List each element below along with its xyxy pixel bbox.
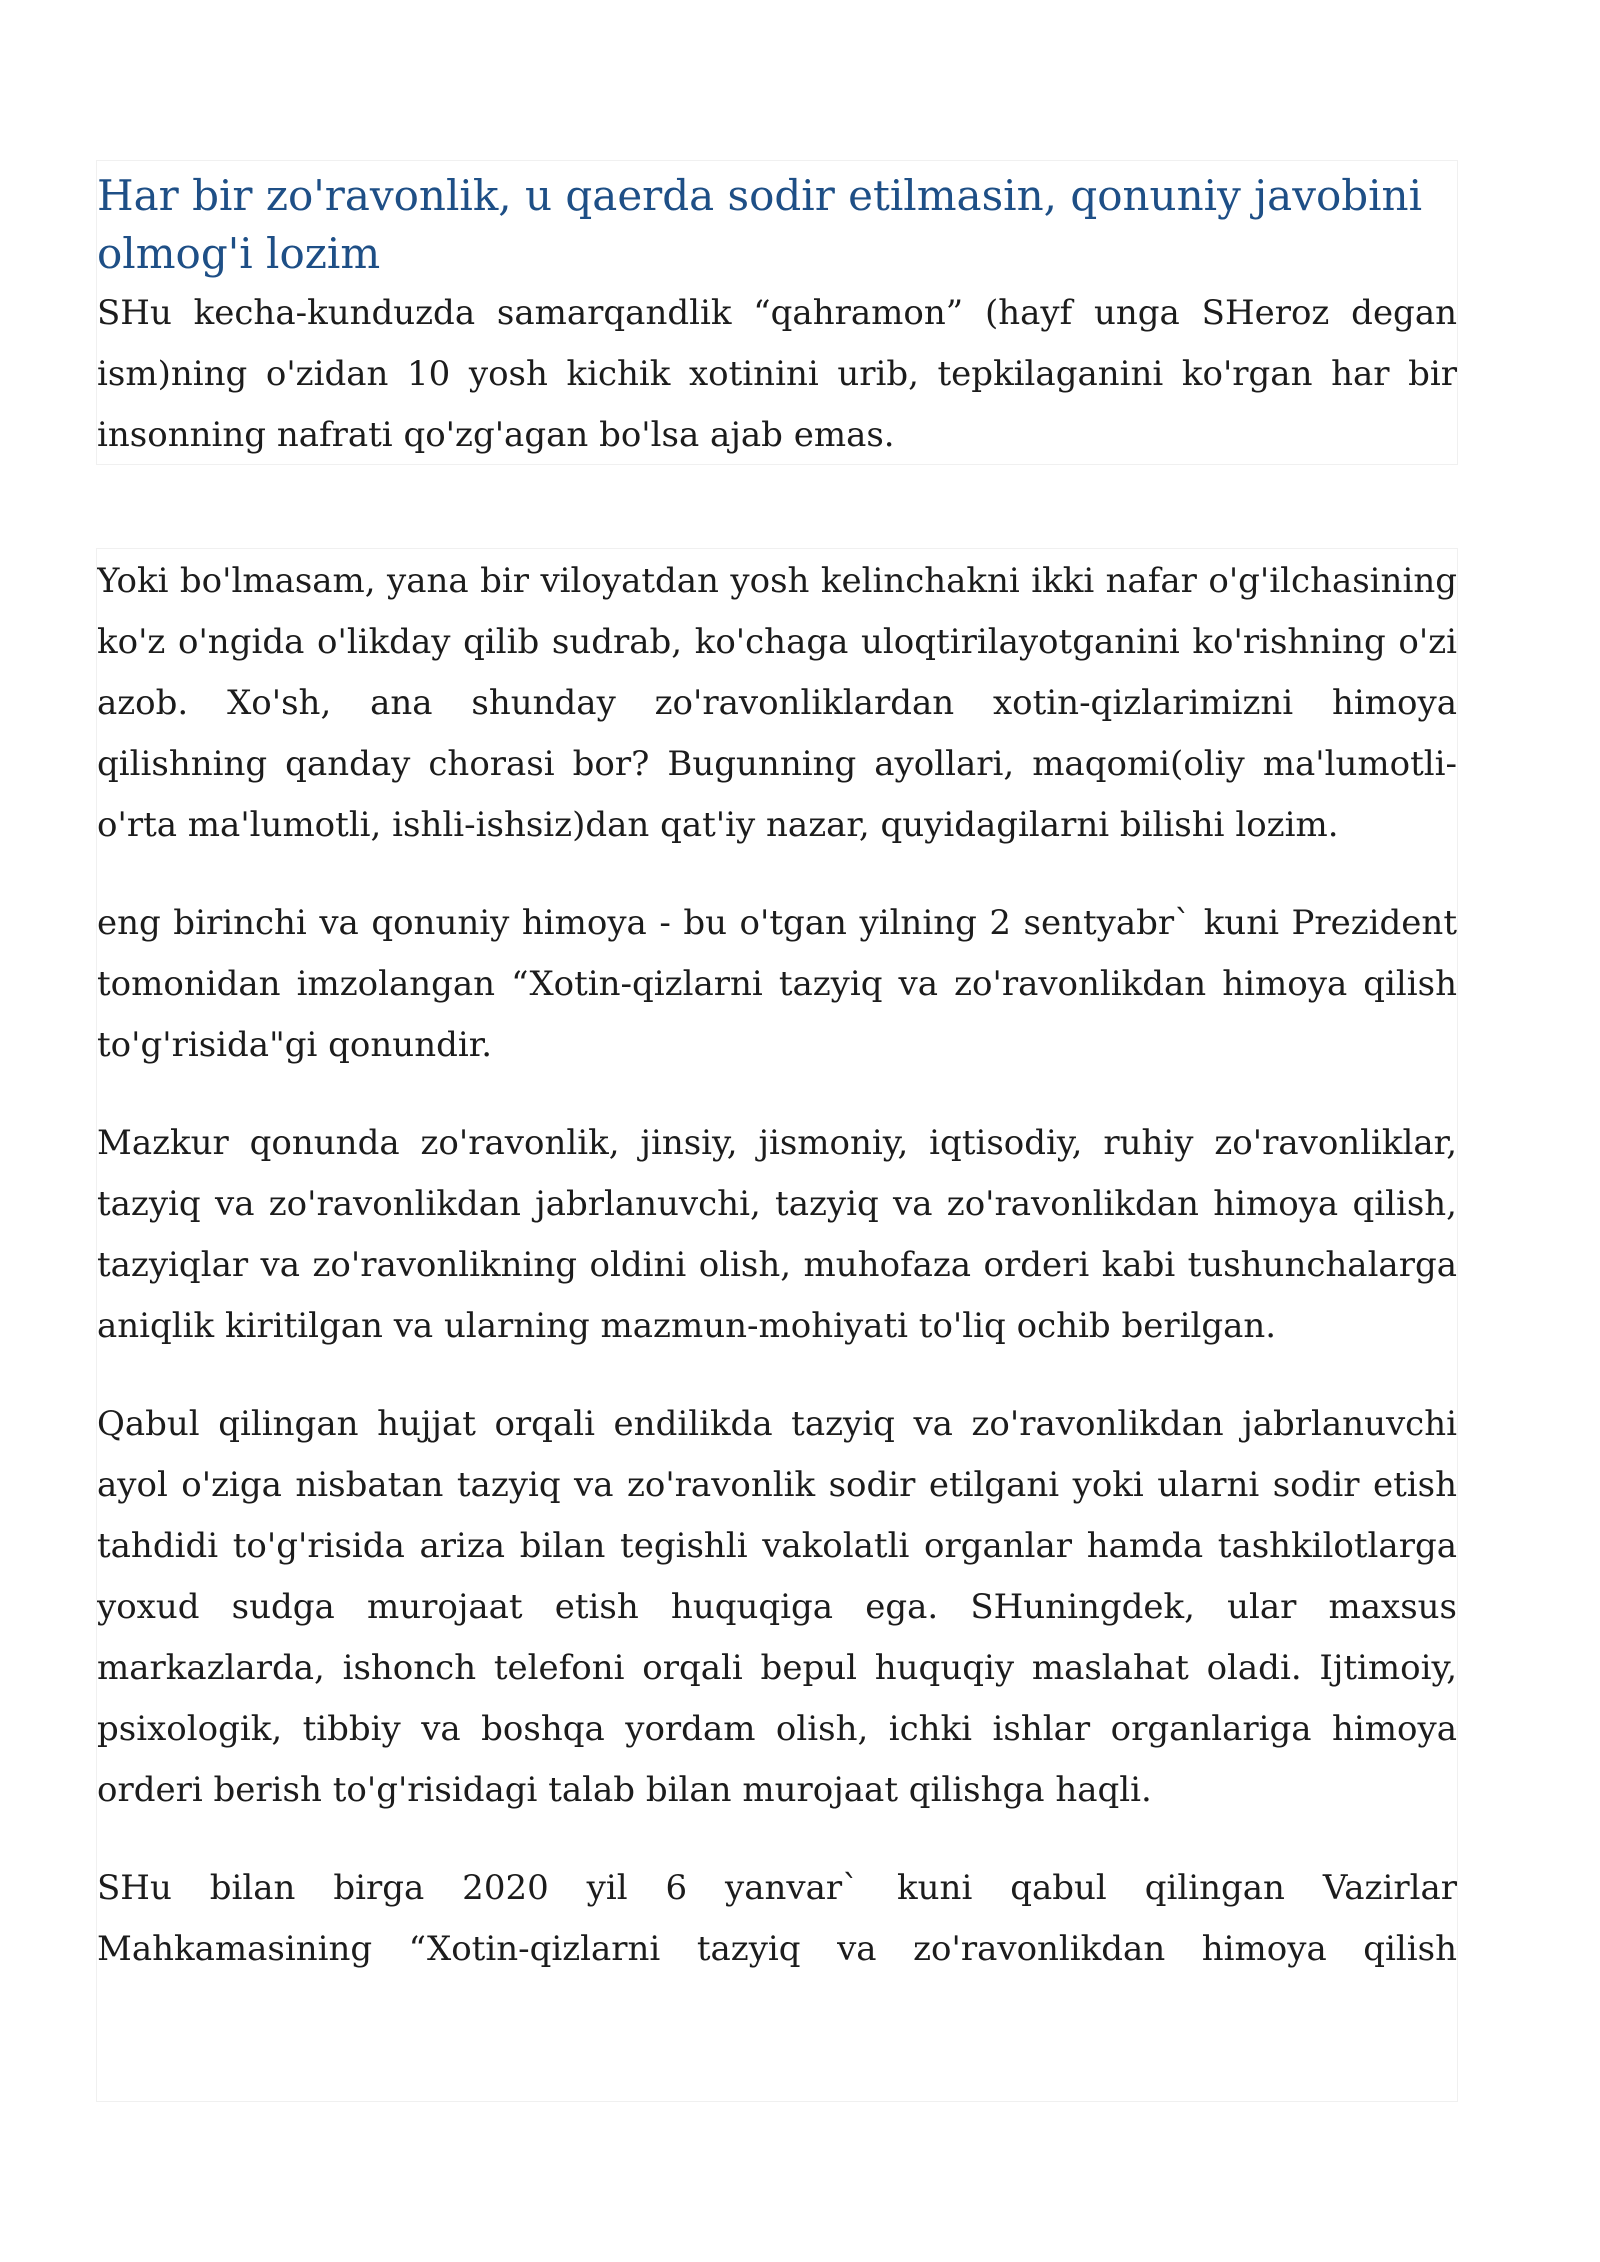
body-paragraph: Yoki bo'lmasam, yana bir viloyatdan yosh kelinchakni ikki nafar o'g'ilchasining ko'z o'ngida o'likday qilib sudrab, ko'chaga uloqtirilayotganini ko'rishning o'zi azob. Xo'sh, ana shunday zo'ravonliklardan xotin-qizlarimizni himoya qilishning qanday chorasi bor? Bugunning ayollari, maqomi(oliy ma'lumotli-o'rta ma'lumotli, ishli-ishsiz)dan qat'iy nazar, quyidagilarni bilishi lozim.: [97, 561, 1457, 845]
body-paragraph: eng birinchi va qonuniy himoya - bu o'tgan yilning 2 sentyabr` kuni Prezident tomonidan imzolangan “Xotin-qizlarni tazyiq va zo'ravonlikdan himoya qilish to'g'risida"gi qonundir.: [97, 903, 1457, 1065]
body-paragraph: Qabul qilingan hujjat orqali endilikda tazyiq va zo'ravonlikdan jabrlanuvchi ayol o'ziga nisbatan tazyiq va zo'ravonlik sodir etilgani yoki ularni sodir etish tahdidi to'g'risida ariza bilan tegishli vakolatli organlar hamda tashkilotlarga yoxud sudga murojaat etish huquqiga ega. SHuningdek, ular maxsus markazlarda, ishonch telefoni orqali bepul huquqiy maslahat oladi. Ijtimoiy, psixologik, tibbiy va boshqa yordam olish, ichki ishlar organlariga himoya orderi berish to'g'risidagi talab bilan murojaat qilishga haqli.: [97, 1404, 1457, 1810]
article-title: Har bir zo'ravonlik, u qaerda sodir etilmasin, qonuniy javobini olmog'i lozim: [97, 171, 1423, 278]
article-header-block: [96, 160, 1458, 465]
article-body-block: [96, 548, 1458, 2102]
body-paragraph: SHu bilan birga 2020 yil 6 yanvar` kuni qabul qilingan Vazirlar Mahkamasining “Xotin-qizlarni tazyiq va zo'ravonlikdan himoya qilish: [97, 1868, 1457, 1969]
article-intro: SHu kecha-kunduzda samarqandlik “qahramon” (hayf unga SHeroz degan ism)ning o'zidan 10 yosh kichik xotinini urib, tepkilaganini ko'rgan har bir insonning nafrati qo'zg'agan bo'lsa ajab emas.: [97, 293, 1457, 455]
body-paragraph: Mazkur qonunda zo'ravonlik, jinsiy, jismoniy, iqtisodiy, ruhiy zo'ravonliklar, tazyiq va zo'ravonlikdan jabrlanuvchi, tazyiq va zo'ravonlikdan himoya qilish, tazyiqlar va zo'ravonlikning oldini olish, muhofaza orderi kabi tushunchalarga aniqlik kiritilgan va ularning mazmun-mohiyati to'liq ochib berilgan.: [97, 1123, 1457, 1346]
